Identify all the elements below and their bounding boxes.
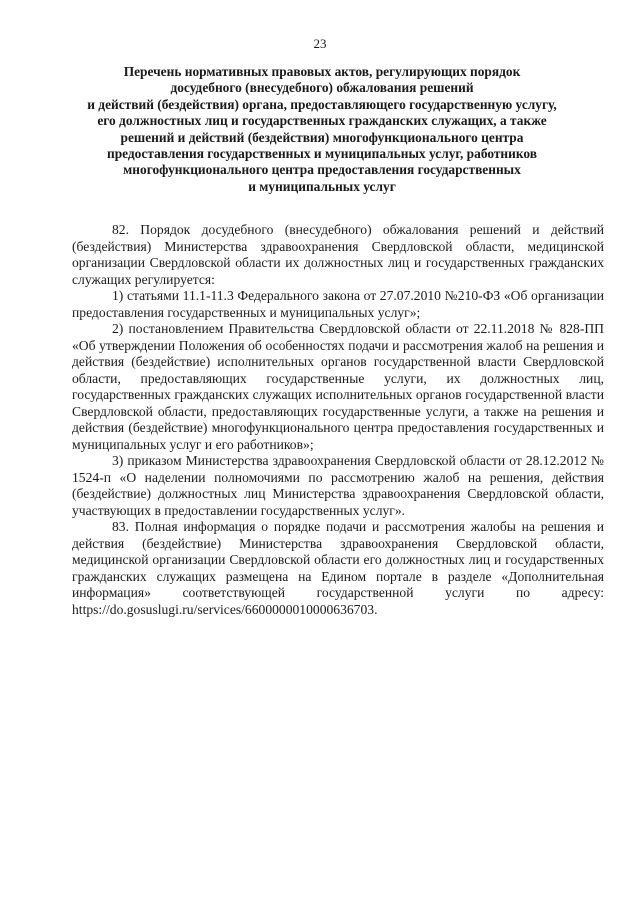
heading-line: многофункционального центра предоставления государственных	[123, 162, 521, 178]
list-item-1: 1) статьями 11.1-11.3 Федерального закона от 27.07.2010 №210-ФЗ «Об организации предоставления государственных и муниципальных услуг»;	[72, 288, 604, 320]
heading-line: его должностных лиц и государственных гражданских служащих, а также	[97, 113, 547, 129]
list-item-3: 3) приказом Министерства здравоохранения Свердловской области от 28.12.2012 № 1524-п «О наделении полномочиями по рассмотрению жалоб на решения, действия (бездействие) должностных лиц Министерства здравоохранения Свердловской области, участвующих в предоставлении государственных услуг».	[72, 453, 604, 518]
document-body	[72, 222, 604, 618]
paragraph-83: 83. Полная информация о порядке подачи и рассмотрения жалобы на решения и действия (бездействие) Министерства здравоохранения Свердловской области, медицинской организации Свердловской области его должностных лиц и государственных гражданских служащих размещена на Едином портале в разделе «Дополнительная информация» соответствующей государственной услуги по адресу: https://do.gosuslugi.ru/services/6600000010000636703.	[72, 519, 604, 617]
list-item-2: 2) постановлением Правительства Свердловской области от 22.11.2018 № 828-ПП «Об утверждении Положения об особенностях подачи и рассмотрения жалоб на решения и действия (бездействие) исполнительных органов государственной власти Свердловской области, предоставляющих государственные услуги, их должностных лиц, государственных гражданских служащих исполнительных органов государственной власти Свердловской области, предоставляющих государственные услуги, а также на решения и действия (бездействие) многофункционального центра предоставления государственных и муниципальных услуг и его работников»;	[72, 321, 604, 452]
heading-line: и действий (бездействия) органа, предоставляющего государственную услугу,	[87, 96, 557, 112]
heading-line: решений и действий (бездействия) многофункционального центра	[120, 129, 524, 145]
heading-line: предоставления государственных и муниципальных услуг, работников	[106, 146, 537, 162]
heading-line: Перечень нормативных правовых актов, регулирующих порядок	[123, 64, 521, 79]
section-heading	[72, 64, 572, 195]
paragraph-82: 82. Порядок досудебного (внесудебного) обжалования решений и действий (бездействия) Министерства здравоохранения Свердловской области, медицинской организации Свердловской области их должностных лиц и государственных гражданских служащих регулируется:	[72, 222, 604, 287]
heading-line: досудебного (внесудебного) обжалования решений	[170, 80, 474, 96]
heading-line: и муниципальных услуг	[248, 178, 396, 194]
page-number: 23	[313, 36, 327, 51]
